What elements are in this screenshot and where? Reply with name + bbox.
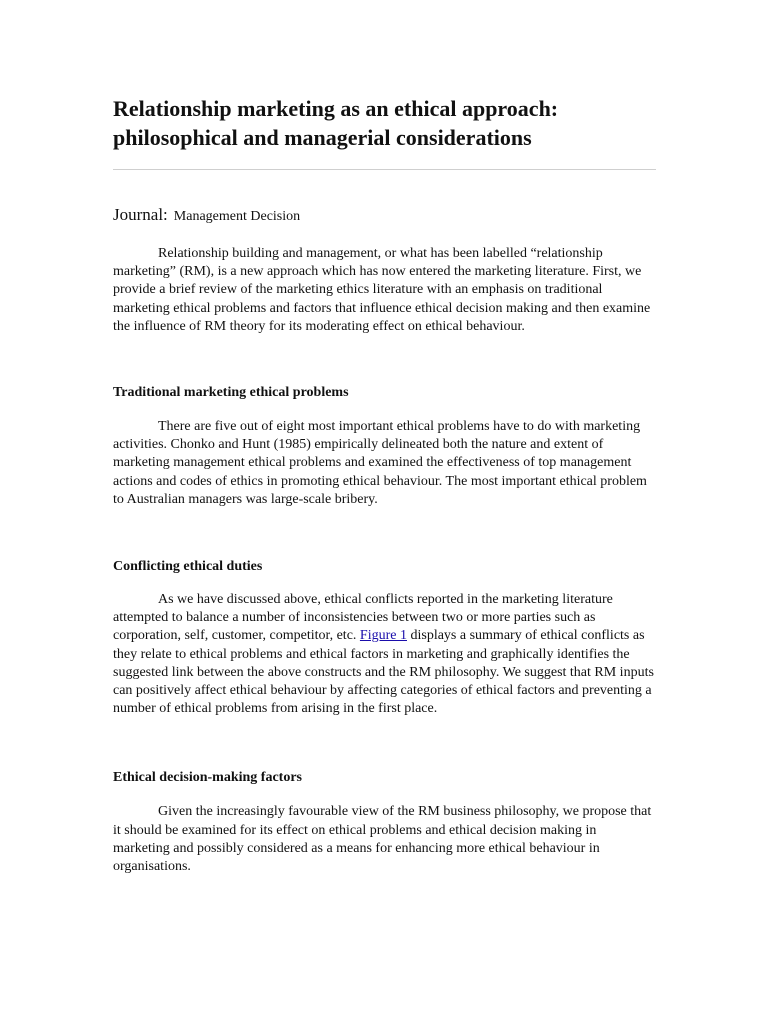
paragraph-text-after-link: displays a summary of ethical conflicts as they relate to ethical problems and ethical factors in marketing and graphically identifies the suggested link between the above constructs and the RM philosophy. We suggest that RM inputs can positively affect ethical behaviour by affecting categories of ethical factors and preventing a number of ethical problems from arising in the first place. [113,628,654,717]
section-heading-conflicting-duties: Conflicting ethical duties [113,559,263,575]
section-paragraph-traditional-problems: There are five out of eight most important ethical problems have to do with marketing activities. Chonko and Hunt (1985) empirically delineated both the nature and extent of marketing management ethical problems and examined the effectiveness of top management actions and codes of ethics in promoting ethical behaviour. The most important ethical problem to Australian managers was large-scale bribery. [113,419,647,507]
section-heading-traditional-problems: Traditional marketing ethical problems [113,385,349,401]
journal-label: Journal: [113,205,168,224]
section-heading-decision-factors: Ethical decision-making factors [113,770,302,786]
figure-1-link[interactable]: Figure 1 [359,628,407,644]
section-paragraph-decision-factors: Given the increasingly favourable view of the RM business philosophy, we propose that it should be examined for its effect on ethical problems and ethical decision making in marketing and possibly considered as a means for enhancing more ethical behaviour in organisations. [113,804,652,875]
journal-name: Management Decision [173,209,301,224]
section-paragraph-conflicting-duties [113,591,656,718]
title-divider [113,169,656,170]
abstract-paragraph: Relationship building and management, or what has been labelled “relationship marketing” (RM), is a new approach which has now entered the marketing literature. First, we provide a brief review of the marketing ethics literature with an emphasis on traditional marketing ethical problems and factors that influence ethical decision making and then examine the influence of RM theory for its moderating effect on ethical behaviour. [113,246,651,334]
journal-line [113,206,655,226]
paragraph-text-before-link: As we have discussed above, ethical conflicts reported in the marketing literature attempted to balance a number of inconsistencies between two or more parties such as corporation, self, customer, competitor, etc. [113,592,613,644]
article-title: Relationship marketing as an ethical approach: philosophical and managerial considerations [113,96,559,150]
